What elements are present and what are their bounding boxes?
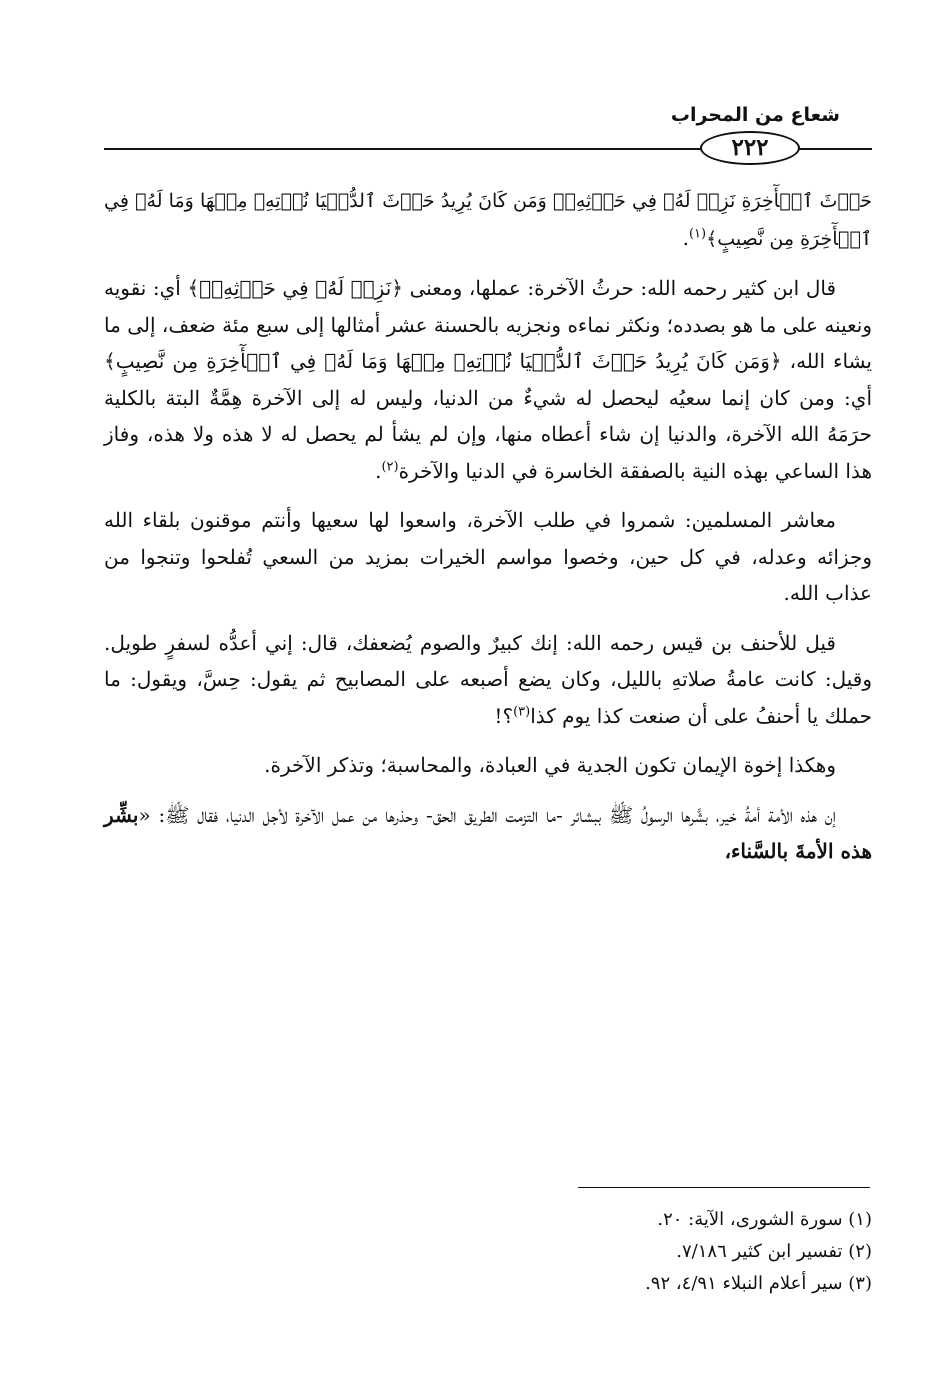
punctuation: . xyxy=(682,225,689,250)
footnotes xyxy=(312,1204,872,1300)
main-text xyxy=(104,182,872,883)
footnote-ref: (١) xyxy=(688,225,707,241)
paragraph-ibn-kathir xyxy=(104,270,872,489)
hadith-text: بشِّر هذه الأمةَ بالسَّناء، xyxy=(104,802,872,863)
footnote-3: (٣) سير أعلام النبلاء ٤/٩١، ٩٢. xyxy=(645,1273,872,1294)
verse-text: حَرۡثَ ٱلۡأٓخِرَةِ نَزِدۡ لَهُۥ فِي حَرۡثِهِۦۖ وَمَن كَانَ يُرِيدُ حَرۡثَ ٱلدُّنۡيَا نُؤۡتِهِۦ مِنۡهَا وَمَا لَهُۥ فِي ٱلۡأٓخِرَةِ مِن نَّصِيبٍ﴾ xyxy=(104,190,872,250)
paragraph-ahnaf xyxy=(104,625,872,735)
running-title: شعاع من المحراب xyxy=(670,104,840,126)
punctuation: ؟! xyxy=(494,703,514,728)
paragraph-exhortation xyxy=(104,502,872,612)
footnote-rule xyxy=(578,1187,870,1188)
paragraph-text: معاشر المسلمين: شمروا في طلب الآخرة، واسعوا لها سعيها وأنتم موقنون بلقاء الله وجزائه وعدله، في كل حين، وخصوا مواسم الخيرات بمزيد من السعي تُفلحوا وتنجوا من عذاب الله. xyxy=(104,508,872,605)
footnote-1: (١) سورة الشورى، الآية: ٢٠. xyxy=(657,1209,872,1230)
punctuation: . xyxy=(375,458,382,483)
paragraph-text: وهكذا إخوة الإيمان تكون الجدية في العبادة، والمحاسبة؛ وتذكر الآخرة. xyxy=(264,753,836,777)
paragraph-text: قيل للأحنف بن قيس رحمه الله: إنك كبيرٌ والصوم يُضعفك، قال: إني أعدُّه لسفرٍ طويل. وقيل: كانت عامةُ صلاتهِ بالليل، وكان يضع أصبعه على المصابيح ثم يقول: حِسَّ، ويقول: ما حملك يا أحنفُ على أن صنعت كذا يوم كذا xyxy=(104,630,873,728)
footnote-ref: (٣) xyxy=(513,703,531,719)
paragraph-seriousness xyxy=(104,747,872,784)
paragraph-text: إن هذه الأمة أمةُ خير، بشَّرها الرسولُ ﷺ ببشائر -ما التزمت الطريق الحق- وحذرها من عمل الآخرة لأجل الدنيا، فقال ﷺ: « xyxy=(138,802,836,827)
page-number: ٢٢٢ xyxy=(700,131,800,165)
footnote-2: (٢) تفسير ابن كثير ٧/١٨٦. xyxy=(676,1241,872,1262)
paragraph-quran-continuation xyxy=(104,182,872,257)
footnote-ref: (٢) xyxy=(381,458,399,474)
paragraph-text: قال ابن كثير رحمه الله: حرثُ الآخرة: عملها، ومعنى ﴿نَزِدۡ لَهُۥ فِي حَرۡثِهِۦۖ﴾ أي: نقويه ونعينه على ما هو بصدده؛ ونكثر نماءه ونجزيه بالحسنة عشر أمثالها إلى سبع مئة ضعف، إلى ما يشاء الله، ﴿وَمَن كَانَ يُرِيدُ حَرۡثَ ٱلدُّنۡيَا نُؤۡتِهِۦ مِنۡهَا وَمَا لَهُۥ فِي ٱلۡأٓخِرَةِ مِن نَّصِيبٍ﴾ أي: ومن كان إنما سعيُه ليحصل له شيءٌ من الدنيا، وليس له إلى الآخرة هِمَّةٌ البتة بالكلية حرَمَهُ الله الآخرة، والدنيا إن شاء أعطاه منها، وإن لم يشأ لم يحصل له لا هذه ولا هذه، وفاز هذا الساعي بهذه النية بالصفقة الخاسرة في الدنيا والآخرة xyxy=(104,276,872,483)
paragraph-glad-tidings xyxy=(104,797,872,870)
